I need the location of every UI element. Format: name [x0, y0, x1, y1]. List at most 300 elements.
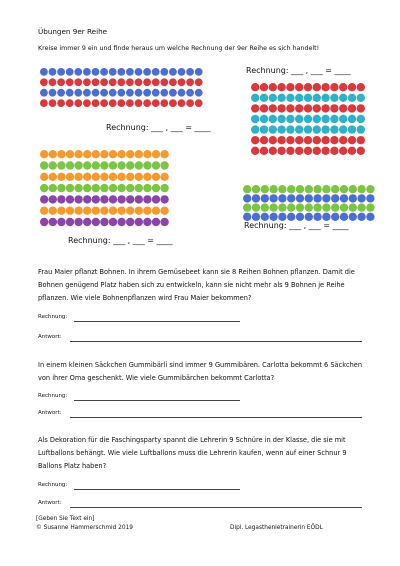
dot	[160, 150, 168, 158]
dot	[109, 161, 117, 169]
rechnung-line-2[interactable]	[74, 400, 240, 401]
dot	[100, 207, 108, 215]
dot	[126, 218, 134, 226]
dot	[92, 89, 100, 97]
dot	[357, 213, 365, 221]
dot	[152, 89, 160, 97]
dot	[57, 184, 65, 192]
dot	[57, 89, 65, 97]
dot	[92, 195, 100, 203]
dot	[160, 99, 168, 107]
dot	[92, 218, 100, 226]
dot	[269, 104, 277, 112]
dot	[305, 203, 313, 211]
dot	[135, 161, 143, 169]
dot	[269, 203, 277, 211]
dot	[295, 136, 303, 144]
dot	[66, 78, 74, 86]
dot	[304, 104, 312, 112]
dot	[66, 150, 74, 158]
dot	[269, 125, 277, 133]
dot	[92, 68, 100, 76]
dot	[277, 115, 285, 123]
dot	[143, 89, 151, 97]
dot	[304, 115, 312, 123]
dot	[251, 147, 259, 155]
dot	[331, 194, 339, 202]
dot	[57, 173, 65, 181]
dot	[304, 147, 312, 155]
dot	[186, 78, 194, 86]
dot	[313, 213, 321, 221]
dot	[143, 195, 151, 203]
dot	[321, 115, 329, 123]
dot	[339, 83, 347, 91]
dot	[40, 173, 48, 181]
dot	[83, 218, 91, 226]
dot	[195, 99, 203, 107]
dot	[357, 203, 365, 211]
dot	[66, 184, 74, 192]
dot	[49, 78, 57, 86]
dot	[321, 125, 329, 133]
dot	[269, 115, 277, 123]
dot	[260, 147, 268, 155]
dot	[160, 68, 168, 76]
dot	[57, 195, 65, 203]
dot	[100, 150, 108, 158]
dot	[339, 94, 347, 102]
dot	[348, 125, 356, 133]
dot	[286, 94, 294, 102]
word-problem-3: Als Dekoration für die Faschingsparty spannt die Lehrerin 9 Schnüre in der Klasse, die sie mit Luftballons behängt. Wie viele Luftballons muss die Lehrerin kaufen, wenn auf einer Schnur 9 Ballons Platz haben?	[38, 436, 347, 471]
dot	[296, 213, 304, 221]
dot	[251, 115, 259, 123]
dot	[305, 213, 313, 221]
dot	[269, 83, 277, 91]
dot	[339, 115, 347, 123]
dot	[92, 184, 100, 192]
dot	[277, 136, 285, 144]
dot	[313, 203, 321, 211]
dot	[74, 173, 82, 181]
dot	[286, 115, 294, 123]
dot	[295, 94, 303, 102]
dot	[100, 78, 108, 86]
dot	[126, 68, 134, 76]
dot	[143, 184, 151, 192]
dot	[277, 104, 285, 112]
dot	[135, 89, 143, 97]
dot	[357, 194, 365, 202]
dot	[295, 125, 303, 133]
dot	[66, 89, 74, 97]
dot	[252, 185, 260, 193]
dot	[178, 89, 186, 97]
dot	[330, 147, 338, 155]
dot	[83, 173, 91, 181]
dot	[74, 68, 82, 76]
dot	[49, 173, 57, 181]
dot	[357, 94, 365, 102]
dot	[152, 99, 160, 107]
dot	[126, 207, 134, 215]
dot	[251, 104, 259, 112]
dot	[169, 68, 177, 76]
dot	[143, 207, 151, 215]
dot	[278, 203, 286, 211]
dot	[57, 78, 65, 86]
dot	[296, 185, 304, 193]
dot	[178, 99, 186, 107]
dot	[331, 203, 339, 211]
dot	[260, 125, 268, 133]
dot	[260, 104, 268, 112]
dot	[109, 150, 117, 158]
dot	[40, 150, 48, 158]
dot	[195, 89, 203, 97]
dot	[357, 104, 365, 112]
dot	[100, 89, 108, 97]
dot	[313, 83, 321, 91]
dot	[313, 147, 321, 155]
dot	[277, 94, 285, 102]
dot	[57, 161, 65, 169]
dot	[109, 195, 117, 203]
dot	[278, 213, 286, 221]
dot	[322, 185, 330, 193]
dot	[269, 94, 277, 102]
dot	[186, 68, 194, 76]
dot	[286, 136, 294, 144]
dot	[83, 195, 91, 203]
dot	[251, 136, 259, 144]
dot	[321, 94, 329, 102]
dot	[357, 136, 365, 144]
dot	[321, 147, 329, 155]
dot	[349, 213, 357, 221]
dot	[295, 115, 303, 123]
green-blue-group	[243, 185, 375, 221]
word-problem-1: Frau Maier pflanzt Bohnen. In ihrem Gemüsebeet kann sie 8 Reihen Bohnen pflanzen. Damit die Bohnen genügend Platz haben sich zu entwickeln, kann sie nicht mehr als 9 Bohnen je Reihe pflanzen. Wie viele Bohnenpflanzen wird Frau Maier bekommen?	[38, 268, 355, 303]
dot	[357, 185, 365, 193]
dot	[251, 83, 259, 91]
footer-copyright: © Susanne Hammerschmid 2019	[36, 525, 133, 531]
dot	[117, 89, 125, 97]
dot	[349, 185, 357, 193]
dot	[286, 147, 294, 155]
calculation-prompt-1: Rechnung: ___ , ___ = ____	[106, 123, 211, 132]
dot	[117, 195, 125, 203]
dot	[169, 78, 177, 86]
dot	[92, 173, 100, 181]
antwort-line-3[interactable]	[70, 507, 362, 508]
dot	[331, 213, 339, 221]
dot	[322, 213, 330, 221]
rechnung-line-3[interactable]	[74, 489, 240, 490]
dot	[143, 173, 151, 181]
dot	[83, 161, 91, 169]
dot	[40, 184, 48, 192]
dot	[109, 218, 117, 226]
dot	[160, 89, 168, 97]
dot	[109, 89, 117, 97]
dot	[313, 94, 321, 102]
dot	[366, 185, 374, 193]
dot	[57, 68, 65, 76]
dot	[366, 213, 374, 221]
dot	[126, 184, 134, 192]
dot	[252, 203, 260, 211]
dot	[277, 83, 285, 91]
dot	[313, 125, 321, 133]
dot	[357, 115, 365, 123]
dot	[66, 218, 74, 226]
dot	[152, 150, 160, 158]
footer-credential: Dipl. Legasthenietrainerin EÖDL	[230, 525, 323, 531]
dot	[117, 78, 125, 86]
dot	[40, 207, 48, 215]
dot	[117, 68, 125, 76]
dot	[143, 78, 151, 86]
dot	[186, 99, 194, 107]
dot	[49, 150, 57, 158]
dot	[286, 104, 294, 112]
dot	[109, 78, 117, 86]
dot	[243, 185, 251, 193]
dot	[117, 184, 125, 192]
dot	[109, 173, 117, 181]
dot	[117, 161, 125, 169]
dot	[304, 83, 312, 91]
dot	[152, 161, 160, 169]
dot	[40, 89, 48, 97]
dot	[109, 68, 117, 76]
calculation-prompt-4: Rechnung: ___ , ___ = ____	[244, 221, 349, 230]
dot	[287, 203, 295, 211]
dot	[74, 218, 82, 226]
dot	[49, 207, 57, 215]
dot	[160, 195, 168, 203]
teal-red-group	[251, 83, 365, 155]
dot	[66, 207, 74, 215]
dot	[66, 99, 74, 107]
dot	[169, 99, 177, 107]
dot	[313, 115, 321, 123]
dot	[100, 184, 108, 192]
rechnung-label-1: Rechnung:	[38, 314, 68, 320]
dot	[40, 195, 48, 203]
dot	[357, 125, 365, 133]
dot	[143, 99, 151, 107]
dot	[152, 184, 160, 192]
dot	[92, 99, 100, 107]
dot	[117, 99, 125, 107]
dot	[135, 150, 143, 158]
dot	[57, 218, 65, 226]
dot	[340, 194, 348, 202]
dot	[252, 194, 260, 202]
dot	[251, 94, 259, 102]
dot	[109, 99, 117, 107]
dot	[160, 161, 168, 169]
dot	[366, 194, 374, 202]
dot	[40, 78, 48, 86]
dot	[74, 99, 82, 107]
dot	[357, 147, 365, 155]
dot	[135, 78, 143, 86]
calculation-prompt-2: Rechnung: ___ , ___ = ____	[246, 66, 351, 75]
dot	[74, 78, 82, 86]
dot	[330, 125, 338, 133]
dot	[366, 203, 374, 211]
dot	[330, 136, 338, 144]
dot	[321, 83, 329, 91]
dot	[109, 207, 117, 215]
dot	[252, 213, 260, 221]
dot	[74, 195, 82, 203]
dot	[277, 125, 285, 133]
dot	[143, 68, 151, 76]
dot	[340, 185, 348, 193]
dot	[295, 147, 303, 155]
dot	[74, 207, 82, 215]
dot	[83, 78, 91, 86]
dot	[348, 94, 356, 102]
dot	[49, 68, 57, 76]
dot	[135, 99, 143, 107]
dot	[304, 94, 312, 102]
dot	[305, 194, 313, 202]
dot	[135, 207, 143, 215]
dot	[295, 104, 303, 112]
dot	[117, 207, 125, 215]
dot	[251, 125, 259, 133]
dot	[40, 99, 48, 107]
dot	[243, 203, 251, 211]
dot	[135, 218, 143, 226]
dot	[126, 195, 134, 203]
dot	[160, 184, 168, 192]
dot	[243, 194, 251, 202]
dot	[330, 115, 338, 123]
dot	[49, 99, 57, 107]
dot	[143, 161, 151, 169]
dot	[126, 150, 134, 158]
dot	[135, 68, 143, 76]
antwort-label-1: Antwort:	[38, 334, 62, 340]
dot	[57, 207, 65, 215]
dot	[340, 203, 348, 211]
dot	[135, 173, 143, 181]
dot	[261, 185, 269, 193]
dot	[57, 150, 65, 158]
dot	[304, 136, 312, 144]
dot	[83, 207, 91, 215]
dot	[348, 115, 356, 123]
dot	[92, 207, 100, 215]
dot	[92, 161, 100, 169]
dot	[66, 161, 74, 169]
dot	[49, 89, 57, 97]
dot	[278, 194, 286, 202]
dot	[260, 136, 268, 144]
dot	[261, 203, 269, 211]
calculation-prompt-3: Rechnung: ___ , ___ = ____	[68, 236, 173, 245]
dot	[100, 173, 108, 181]
dot	[339, 136, 347, 144]
dot	[243, 213, 251, 221]
dot	[330, 94, 338, 102]
antwort-line-2[interactable]	[70, 417, 362, 418]
dot	[277, 147, 285, 155]
dot	[74, 89, 82, 97]
word-problem-2: In einem kleinen Säckchen Gummibärli sind immer 9 Gummibären. Carlotta bekommt 6 Säckchen von ihrer Oma geschenkt. Wie viele Gummibärchen bekommt Carlotta?	[38, 361, 363, 383]
dot	[330, 83, 338, 91]
dot	[287, 213, 295, 221]
dot	[278, 185, 286, 193]
dot	[66, 195, 74, 203]
dot	[160, 207, 168, 215]
dot	[357, 83, 365, 91]
dot	[66, 173, 74, 181]
dot	[83, 184, 91, 192]
rechnung-line-1[interactable]	[74, 321, 240, 322]
dot	[186, 89, 194, 97]
dot	[152, 207, 160, 215]
dot	[152, 218, 160, 226]
dot	[83, 68, 91, 76]
dot	[261, 213, 269, 221]
dot	[74, 184, 82, 192]
dot	[126, 78, 134, 86]
dot	[331, 185, 339, 193]
dot	[296, 194, 304, 202]
dot	[349, 203, 357, 211]
dot	[100, 161, 108, 169]
dot	[66, 68, 74, 76]
dot	[160, 218, 168, 226]
dot	[321, 104, 329, 112]
dot	[117, 218, 125, 226]
dot	[49, 184, 57, 192]
antwort-line-1[interactable]	[70, 341, 362, 342]
dot	[178, 68, 186, 76]
dot	[313, 185, 321, 193]
dot	[304, 125, 312, 133]
dot	[117, 150, 125, 158]
dot	[160, 78, 168, 86]
dot	[117, 173, 125, 181]
dot	[286, 83, 294, 91]
dot	[348, 83, 356, 91]
dot	[339, 147, 347, 155]
dot	[40, 218, 48, 226]
dot	[135, 195, 143, 203]
dot	[74, 150, 82, 158]
dot	[100, 218, 108, 226]
dot	[305, 185, 313, 193]
dot	[49, 161, 57, 169]
dot	[160, 173, 168, 181]
dot	[286, 125, 294, 133]
dot	[83, 89, 91, 97]
dot	[322, 203, 330, 211]
dot	[340, 213, 348, 221]
dot	[109, 184, 117, 192]
dot	[322, 194, 330, 202]
dot	[260, 115, 268, 123]
